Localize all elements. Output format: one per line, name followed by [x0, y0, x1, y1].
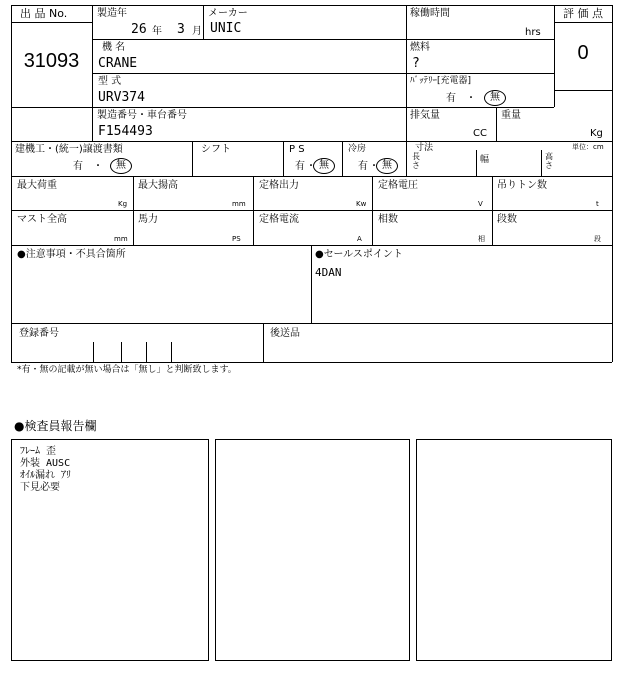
rule — [11, 323, 612, 324]
ps-label: P S — [289, 144, 305, 155]
max-lift-label: 最大揚高 — [138, 180, 178, 191]
rule — [342, 141, 343, 176]
horsepower-unit: PS — [232, 235, 241, 243]
rule — [253, 176, 254, 245]
rule — [406, 5, 407, 141]
rule — [92, 107, 93, 141]
displacement-unit: CC — [473, 128, 487, 139]
rule — [146, 342, 147, 362]
rule — [92, 107, 554, 108]
inspector-line: 外装 AUSC — [20, 458, 71, 469]
serial-label: 製造番号・車台番号 — [97, 110, 187, 121]
maker-value: UNIC — [210, 21, 242, 36]
rated-voltage-label: 定格電圧 — [378, 180, 418, 191]
battery-yes: 有 — [446, 93, 456, 104]
type-label: 型 式 — [98, 76, 122, 87]
ac-no-circled: 無 — [376, 158, 398, 174]
rule — [11, 5, 612, 6]
rule — [93, 342, 94, 362]
battery-no-circled: 無 — [484, 90, 506, 106]
month-value: 3 — [177, 22, 185, 37]
shift-label: シフト — [201, 144, 231, 155]
year-value: 26 — [131, 22, 147, 37]
mast-height-label: マスト全高 — [17, 214, 67, 225]
rule — [171, 342, 172, 362]
ps-no-circled: 無 — [313, 158, 335, 174]
ac-yes: 有 — [358, 161, 368, 172]
model-value: CRANE — [98, 56, 138, 71]
rule — [133, 176, 134, 245]
height-label: 高 さ — [545, 152, 553, 170]
max-load-label: 最大荷重 — [17, 180, 57, 191]
width-label: 幅 — [480, 155, 490, 165]
rule — [11, 141, 612, 142]
rule — [406, 141, 407, 176]
battery-label: ﾊﾞｯﾃﾘｰ[充電器] — [410, 76, 472, 86]
lift-ton-label: 吊りトン数 — [497, 180, 547, 191]
fuel-value: ? — [412, 56, 420, 71]
rule — [283, 141, 284, 176]
mast-height-unit: mm — [114, 235, 128, 243]
rule — [92, 39, 554, 40]
stage-unit: 段 — [594, 235, 601, 243]
rule — [11, 22, 92, 23]
footnote: *有・無の記載が無い場合は「無し」と判断致します。 — [17, 365, 237, 375]
rule — [612, 5, 613, 362]
caution-label: ●注意事項・不具合箇所 — [17, 249, 126, 260]
displacement-label: 排気量 — [410, 110, 440, 121]
rule — [92, 73, 554, 74]
max-lift-unit: mm — [232, 200, 246, 208]
transfer-yes: 有 — [73, 161, 83, 172]
rated-current-unit: A — [357, 235, 362, 243]
later-items-label: 後送品 — [270, 328, 300, 339]
dimension-label: 寸法 — [415, 143, 434, 153]
score-value: 0 — [577, 42, 589, 64]
length-label: 長 さ — [412, 152, 420, 170]
score-label: 評 価 点 — [563, 7, 603, 20]
rule — [203, 5, 204, 39]
rated-output-unit: Kw — [356, 200, 367, 208]
phase-label: 相数 — [378, 214, 398, 225]
rule — [11, 210, 612, 211]
rule — [311, 245, 312, 323]
ac-dot: ・ — [369, 161, 379, 172]
ps-dot: ・ — [306, 161, 316, 172]
weight-unit: Kg — [590, 128, 603, 139]
stage-label: 段数 — [497, 214, 517, 225]
inspector-line: 下見必要 — [20, 482, 60, 493]
rule — [496, 107, 497, 141]
battery-dot: ・ — [466, 93, 476, 104]
rule — [11, 176, 612, 177]
type-value: URV374 — [98, 90, 145, 105]
maker-label: メーカー — [208, 8, 248, 19]
sales-point-label: ●セールスポイント — [315, 249, 403, 260]
rule — [554, 90, 612, 91]
weight-label: 重量 — [501, 110, 521, 121]
sales-point-value: 4DAN — [315, 266, 342, 279]
rule — [121, 342, 122, 362]
inspector-title: ●検査員報告欄 — [14, 419, 97, 433]
max-load-unit: Kg — [118, 200, 128, 208]
rule — [11, 107, 92, 108]
lift-ton-unit: t — [596, 200, 599, 208]
hours-unit: hrs — [525, 27, 541, 38]
rule — [263, 323, 264, 362]
model-label: 機 名 — [102, 42, 126, 53]
inspector-line: ｵｲﾙ漏れ ｱﾘ — [20, 470, 72, 481]
rule — [492, 176, 493, 245]
rule — [11, 362, 612, 363]
inspector-line: ﾌﾚｰﾑ 歪 — [20, 446, 57, 457]
lot-number: 31093 — [23, 50, 80, 72]
rated-output-label: 定格出力 — [259, 180, 299, 191]
registration-label: 登録番号 — [19, 328, 59, 339]
rule — [372, 176, 373, 245]
rule — [554, 22, 612, 23]
rated-current-label: 定格電流 — [259, 214, 299, 225]
ps-yes: 有 — [295, 161, 305, 172]
rule — [92, 5, 93, 107]
transfer-label: 建機工・(統一)譲渡書類 — [15, 144, 123, 155]
inspector-box-1 — [11, 439, 209, 661]
dimension-unit-label: 単位：cm — [572, 143, 604, 151]
inspector-box-2 — [215, 439, 410, 661]
horsepower-label: 馬力 — [138, 214, 158, 225]
rated-voltage-unit: V — [478, 200, 483, 208]
phase-unit: 相 — [478, 235, 485, 243]
hours-label: 稼働時間 — [410, 8, 450, 19]
year-unit: 年 — [152, 26, 162, 37]
serial-value: F154493 — [98, 124, 153, 139]
transfer-no-circled: 無 — [110, 158, 132, 174]
inspector-box-3 — [416, 439, 612, 661]
ac-label: 冷房 — [348, 144, 367, 154]
lot-label: 出 品 No. — [20, 7, 68, 20]
transfer-dot: ・ — [93, 161, 103, 172]
rule — [541, 150, 542, 176]
fuel-label: 燃料 — [410, 42, 430, 53]
year-label: 製造年 — [97, 8, 127, 19]
rule — [476, 150, 477, 176]
rule — [192, 141, 193, 176]
month-unit: 月 — [192, 26, 202, 37]
